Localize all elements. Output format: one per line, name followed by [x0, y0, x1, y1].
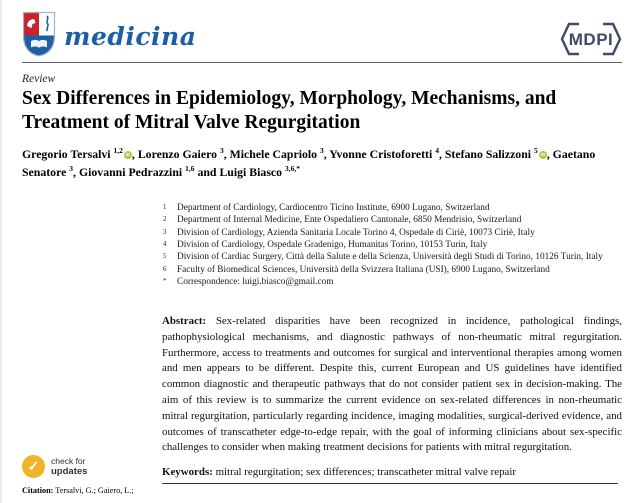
article-type-label: Review — [22, 73, 56, 85]
affiliation-row — [162, 251, 626, 263]
affiliation-text: Department of Internal Medicine, Ente Ospedaliero Cantonale, 6850 Mendrisio, Switzerland — [177, 215, 522, 226]
mdpi-logo-icon — [558, 20, 624, 58]
author-name: Luigi Biasco $^{3,6,*}$ — [219, 163, 300, 179]
abstract-text: Sex-related disparities have been recognized in incidence, pathological findings, pathophysiological mechanisms, and diagnostic pathways of non-rheumatic mitral regurgitation. Furthermore, access to treatments and outcomes for surgical and interventional therapies among women and men appears to be different. Despite this, current European and US guidelines have identified common diagnostic and therapeutic pathways that do not consider patient sex in decision-making. The aim of this review is to summarize the current evidence on sex-related differences in non-rheumatic mitral regurgitation, particularly regarding incidence, imaging modalities, surgical-derived evidence, and outcomes of transcatheter edge-to-edge repair, with the goal of informing clinicians about sex-specific challenges to consider when making treatment decisions for patients with mitral regurgitation. — [162, 314, 622, 454]
author-name: Yvonne Cristoforetti $^4$ — [329, 146, 439, 161]
check-icon: ✓ — [22, 455, 45, 478]
affiliation-text: Department of Cardiology, Cardiocentro Ticino Institute, 6900 Lugano, Switzerland — [177, 203, 490, 213]
author-name: Lorenzo Gaiero $^3$ — [137, 146, 224, 161]
affiliation-text: Division of Cardiology, Azienda Sanitaria Locale Torino 4, Ospedale di Ciriè, 10073 Ciriè, Italy — [177, 227, 535, 238]
citation-block — [22, 486, 172, 496]
affiliation-row — [162, 264, 626, 276]
affiliation-row — [162, 214, 626, 226]
affiliation-row — [162, 239, 626, 251]
affiliation-text: Faculty of Biomedical Sciences, Università della Svizzera Italiana (USI), 6900 Lugano, Switzerland — [177, 264, 550, 275]
keywords-divider — [162, 483, 618, 484]
affiliation-text: Division of Cardiology, Ospedale Gradenigo, Humanitas Torino, 10153 Turin, Italy — [177, 240, 488, 251]
affiliation-marker: 2 — [163, 216, 167, 224]
affiliation-list — [162, 202, 626, 289]
header-divider — [22, 62, 622, 63]
author-name: Gaetano Senatore $^3$ — [22, 147, 596, 179]
affiliation-text: Correspondence: luigi.biasco@gmail.com — [177, 277, 334, 288]
keywords-line — [162, 466, 622, 478]
keywords-text: mitral regurgitation; sex differences; transcatheter mitral valve repair — [215, 465, 517, 478]
citation-text: Tersalvi, G.; Gaiero, L.; — [55, 486, 134, 495]
citation-label: Citation: — [22, 486, 54, 495]
abstract-paragraph — [162, 314, 622, 456]
affiliation-marker: 6 — [163, 265, 167, 273]
orcid-icon[interactable]: iD — [540, 152, 545, 157]
affiliation-marker: 5 — [163, 253, 167, 261]
author-name: Stefano Salizzoni $^5$ iD — [444, 146, 545, 161]
affiliation-row — [162, 202, 626, 214]
shield-icon — [22, 11, 56, 57]
affiliation-text: Division of Cardiac Surgery, Città della Salute e della Scienza, Università degli Studi di Torino, 10126 Turin, Italy — [177, 252, 603, 263]
author-name: Giovanni Pedrazzini $^{1,6}$ — [78, 163, 195, 179]
affiliation-marker: 1 — [163, 204, 167, 211]
keywords-label: Keywords: — [162, 465, 213, 478]
orcid-icon[interactable]: iD — [125, 152, 131, 157]
page-title: Sex Differences in Epidemiology, Morphology, Mechanisms, and Treatment of Mitral Valve Regurgitation — [22, 88, 557, 133]
mdpi-logo-text: MDPI — [568, 30, 614, 49]
abstract-label: Abstract: — [162, 314, 207, 327]
affiliation-marker: 3 — [163, 228, 167, 236]
journal-name: medicina — [64, 22, 197, 51]
check-for-updates-badge[interactable] — [22, 455, 87, 478]
author-list: Gregorio Tersalvi $^{1,2}$ iD , Lorenzo Gaiero $^3$, Michele Capriolo $^3$, Yvonne Cristoforetti $^4$, Stefano Salizzoni $^5$ iD , Gaetano Senatore $^3$, Giovanni Pedrazzini $^{1,6}$ and Luigi Biasco $^{3,6,*}$ — [22, 146, 596, 179]
author-name: Michele Capriolo $^3$ — [229, 146, 324, 161]
affiliation-row — [162, 227, 626, 239]
affiliation-marker: * — [163, 278, 167, 286]
medicina-shield-logo — [22, 11, 56, 62]
affiliation-row — [162, 276, 626, 288]
mdpi-logo — [558, 20, 624, 63]
author-name: Gregorio Tersalvi $^{1,2}$ iD — [22, 146, 131, 161]
affiliation-marker: 4 — [163, 241, 167, 249]
check-for-updates-label: check for updates — [51, 455, 88, 477]
